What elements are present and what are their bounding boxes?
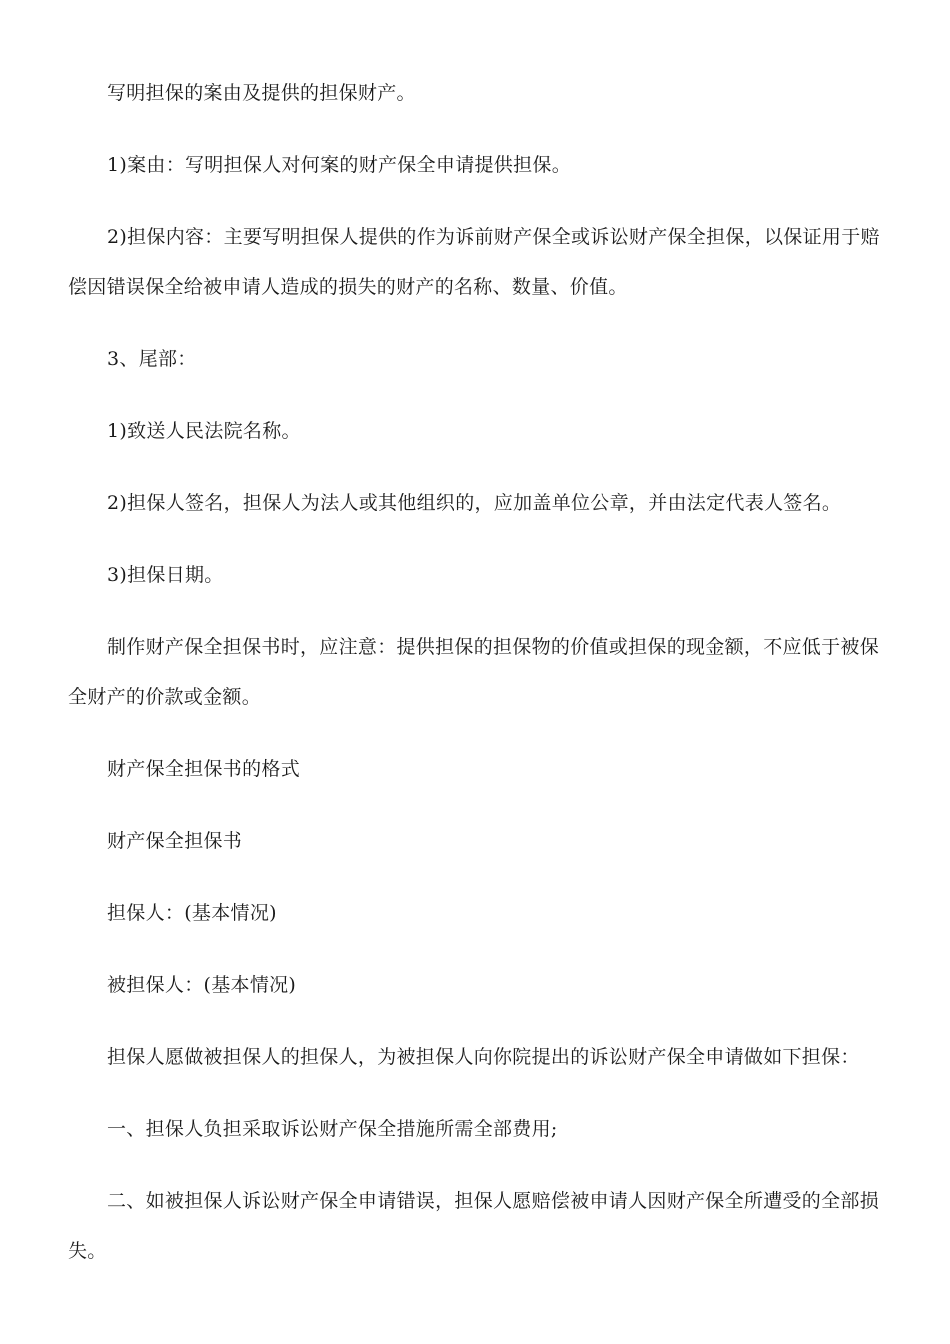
paragraph-note: 制作财产保全担保书时，应注意：提供担保的担保物的价值或担保的现金额，不应低于被保全财产的价款或金额。 [68,636,880,708]
paragraph-intro: 写明担保的案由及提供的担保财产。 [107,82,416,104]
paragraph-guarantee-content: 2)担保内容：主要写明担保人提供的作为诉前财产保全或诉讼财产保全担保，以保证用于赔偿因错误保全给被申请人造成的损失的财产的名称、数量、价值。 [68,226,880,298]
paragraph-item-two: 二、如被担保人诉讼财产保全申请错误，担保人愿赔偿被申请人因财产保全所遭受的全部损失。 [68,1190,880,1262]
paragraph-guarantor: 担保人：(基本情况) [107,902,277,924]
paragraph-ending-heading: 3、尾部： [107,348,197,370]
paragraph-signature: 2)担保人签名，担保人为法人或其他组织的，应加盖单位公章，并由法定代表人签名。 [107,492,842,514]
paragraph-doc-title: 财产保全担保书 [107,830,243,852]
paragraph-date: 3)担保日期。 [107,564,224,586]
paragraph-statement: 担保人愿做被担保人的担保人，为被担保人向你院提出的诉讼财产保全申请做如下担保： [107,1046,860,1068]
paragraph-court-name: 1)致送人民法院名称。 [107,420,301,442]
paragraph-format-title: 财产保全担保书的格式 [107,758,301,780]
paragraph-item-one: 一、担保人负担采取诉讼财产保全措施所需全部费用; [107,1118,558,1140]
paragraph-guaranteed: 被担保人：(基本情况) [107,974,297,996]
paragraph-case-reason: 1)案由：写明担保人对何案的财产保全申请提供担保。 [107,154,572,176]
